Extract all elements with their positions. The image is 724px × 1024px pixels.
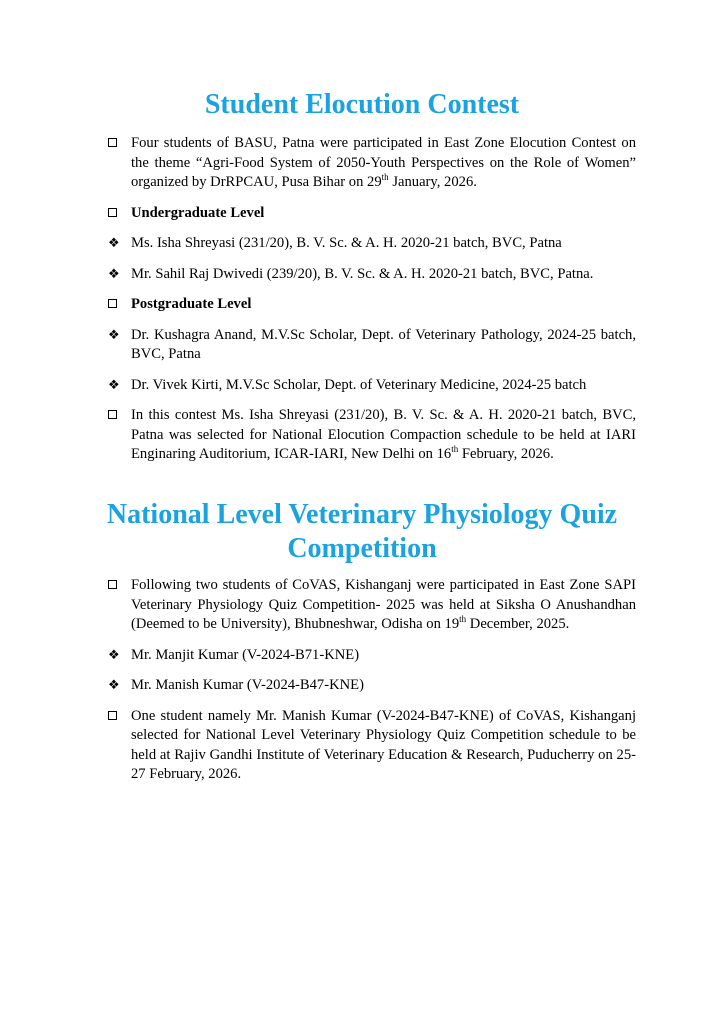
item-text: Dr. Vivek Kirti, M.V.Sc Scholar, Dept. of Veterinary Medicine, 2024-25 batch [131, 376, 587, 393]
item-text: Postgraduate Level [131, 296, 252, 312]
checkbox-bullet-icon [108, 406, 117, 426]
text-run: Four students of BASU, Patna were participated in East Zone Elocution Contest on the theme “Agri-Food System of 2050-Youth Perspectives on the Role of Women” organized by DrRPCAU, Pusa Bihar on 29 [131, 135, 636, 190]
item-text: Mr. Manjit Kumar (V-2024-B71-KNE) [131, 646, 360, 663]
list-item [108, 646, 636, 666]
quiz-list [108, 576, 636, 796]
list-item [108, 676, 636, 696]
diamond-bullet-icon: ❖ [108, 647, 120, 663]
list-item [108, 265, 636, 285]
diamond-bullet-icon: ❖ [108, 236, 120, 251]
checkbox-bullet-icon [108, 295, 117, 315]
item-text: One student namely Mr. Manish Kumar (V-2024-B47-KNE) of CoVAS, Kishanganj selected for National Level Veterinary Physiology Quiz Competition schedule to be held at Rajiv Gandhi Institute of Veterinary Education & Research, Puducherry on 25-27 February, 2026. [131, 707, 636, 782]
list-item [108, 406, 636, 465]
text-run: Following two students of CoVAS, Kishanganj were participated in East Zone SAPI Veterinary Physiology Quiz Competition- 2025 was held at Siksha O Anushandhan (Deemed to be University), Bhubneshwar, Odisha on 19 [131, 577, 636, 632]
list-item [108, 326, 636, 365]
ordinal-suffix: th [459, 614, 467, 625]
checkbox-bullet-icon [108, 204, 117, 224]
text-run: In this contest Ms. Isha Shreyasi (231/20), B. V. Sc. & A. H. 2020-21 batch, BVC, Patna was selected for National Elocution Compaction schedule to be held at IARI Enginaring Auditorium, ICAR-IARI, New Delhi on 16 [131, 407, 636, 462]
item-text [131, 577, 636, 632]
list-item [108, 234, 636, 254]
section-title-elocution: Student Elocution Contest [204, 89, 520, 120]
item-text [131, 135, 636, 190]
item-text [131, 407, 636, 462]
diamond-bullet-icon: ❖ [108, 327, 120, 343]
diamond-bullet-icon: ❖ [108, 678, 120, 693]
sub-heading [108, 295, 636, 315]
section-title-quiz: National Level Veterinary Physiology Quiz Competition [106, 499, 618, 564]
diamond-bullet-icon: ❖ [108, 377, 120, 393]
item-text: Mr. Sahil Raj Dwivedi (239/20), B. V. Sc. & A. H. 2020-21 batch, BVC, Patna. [131, 265, 594, 282]
item-text: Ms. Isha Shreyasi (231/20), B. V. Sc. & A. H. 2020-21 batch, BVC, Patna [131, 235, 562, 251]
item-text: Mr. Manish Kumar (V-2024-B47-KNE) [131, 677, 364, 693]
diamond-bullet-icon: ❖ [108, 266, 120, 282]
checkbox-bullet-icon [108, 576, 117, 596]
list-item [108, 576, 636, 635]
list-item [108, 376, 636, 396]
ordinal-suffix: th [451, 444, 459, 455]
list-item [108, 707, 636, 785]
sub-heading [108, 204, 636, 224]
elocution-list [108, 134, 636, 476]
item-text: Undergraduate Level [131, 204, 265, 221]
list-item [108, 134, 636, 193]
ordinal-suffix: th [381, 172, 389, 183]
item-text: Dr. Kushagra Anand, M.V.Sc Scholar, Dept. of Veterinary Pathology, 2024-25 batch, BVC, Patna [131, 326, 636, 362]
text-run: January, 2026. [388, 174, 477, 190]
text-run: December, 2025. [466, 616, 570, 632]
checkbox-bullet-icon [108, 707, 117, 727]
checkbox-bullet-icon [108, 134, 117, 154]
text-run: February, 2026. [458, 446, 554, 462]
